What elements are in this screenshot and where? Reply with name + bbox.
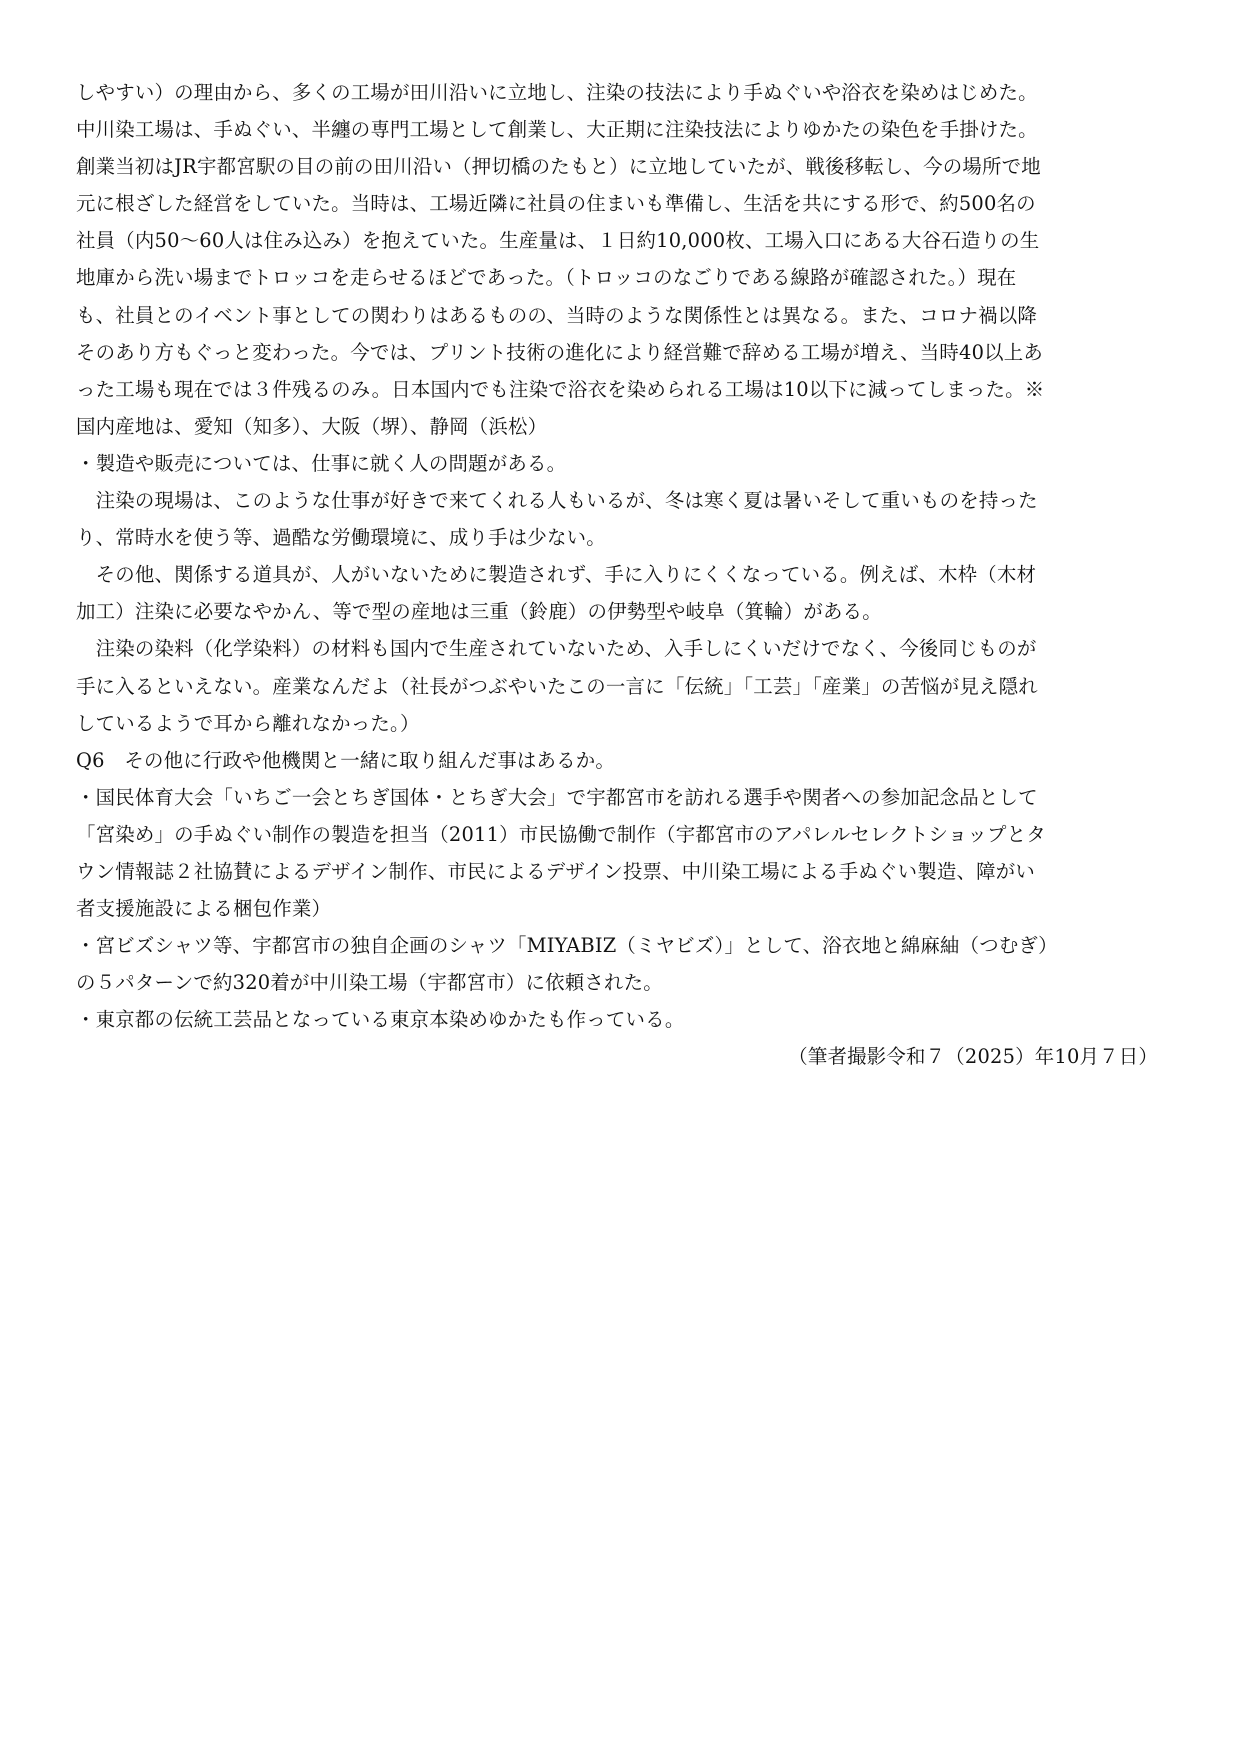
text-line: ・東京都の伝統工芸品となっている東京本染めゆかたも作っている。 xyxy=(76,1008,685,1032)
photo-caption: （筆者撮影令和７（2025）年10月７日） xyxy=(788,1045,1159,1069)
text-line: 加工）注染に必要なやかん、等で型の産地は三重（鈴鹿）の伊勢型や岐阜（箕輪）がある。 xyxy=(76,600,882,624)
text-line: ・国民体育大会「いちご一会とちぎ国体・とちぎ大会」で宇都宮市を訪れる選手や関者への参加記念品として xyxy=(76,785,1038,809)
text-line: 手に入るといえない。産業なんだよ（社長がつぶやいたこの一言に「伝統」「工芸」「産業」の苦悩が見え隠れ xyxy=(76,674,1038,698)
text-line: ウン情報誌２社協賛によるデザイン制作、市民によるデザイン投票、中川染工場による手ぬぐい製造、障がい xyxy=(76,859,1036,883)
text-line: ・宮ビズシャツ等、宇都宮市の独自企画のシャツ「MIYABIZ（ミヤビズ）」として、浴衣地と綿麻紬（つむぎ） xyxy=(76,934,1058,958)
question-heading: Q6 その他に行政や他機関と一緒に取り組んだ事はあるか。 xyxy=(76,748,615,772)
text-line: り、常時水を使う等、過酷な労働環境に、成り手は少ない。 xyxy=(76,526,606,550)
text-line: 「宮染め」の手ぬぐい制作の製造を担当（2011）市民協働で制作（宇都宮市のアパレルセレクトショップとタ xyxy=(76,822,1046,846)
text-line: 注染の現場は、このような仕事が好きで来てくれる人もいるが、冬は寒く夏は暑いそして重いものを持った xyxy=(76,489,1038,513)
text-line: その他、関係する道具が、人がいないために製造されず、手に入りにくくなっている。例えば、木枠（木材 xyxy=(76,563,1037,587)
text-line: 地庫から洗い場までトロッコを走らせるほどであった。（トロッコのなごりである線路が確認された。）現在 xyxy=(76,266,1017,290)
text-line: 国内産地は、愛知（知多）、大阪（堺）、静岡（浜松） xyxy=(76,414,548,438)
text-line: そのあり方もぐっと変わった。今では、プリント技術の進化により経営難で辞める工場が増え、当時40以上あ xyxy=(76,340,1044,364)
text-line: 中川染工場は、手ぬぐい、半纏の専門工場として創業し、大正期に注染技法によりゆかたの染色を手掛けた。 xyxy=(76,118,1038,142)
text-line: 社員（内50～60人は住み込み）を抱えていた。生産量は、１日約10,000枚、工場入口にある大谷石造りの生 xyxy=(76,229,1040,253)
text-line: しやすい）の理由から、多くの工場が田川沿いに立地し、注染の技法により手ぬぐいや浴衣を染めはじめた。 xyxy=(76,81,1038,104)
body-text xyxy=(76,74,1166,1076)
text-line: 創業当初はJR宇都宮駅の目の前の田川沿い（押切橋のたもと）に立地していたが、戦後移転し、今の場所で地 xyxy=(76,155,1041,179)
text-line: ・製造や販売については、仕事に就く人の問題がある。 xyxy=(76,451,567,475)
text-line: 注染の染料（化学染料）の材料も国内で生産されていないため、入手しにくいだけでなく、今後同じものが xyxy=(76,637,1037,661)
text-line: しているようで耳から離れなかった。） xyxy=(76,711,420,735)
text-line: の５パターンで約320着が中川染工場（宇都宮市）に依頼された。 xyxy=(76,971,663,995)
text-line: った工場も現在では３件残るのみ。日本国内でも注染で浴衣を染められる工場は10以下に減ってしまった。※ xyxy=(76,377,1045,401)
text-line: 者支援施設による梱包作業） xyxy=(76,897,332,921)
text-line: 元に根ざした経営をしていた。当時は、工場近隣に社員の住まいも準備し、生活を共にする形で、約500名の xyxy=(76,192,1036,216)
text-line: も、社員とのイベント事としての関わりはあるものの、当時のような関係性とは異なる。また、コロナ禍以降 xyxy=(76,303,1037,327)
